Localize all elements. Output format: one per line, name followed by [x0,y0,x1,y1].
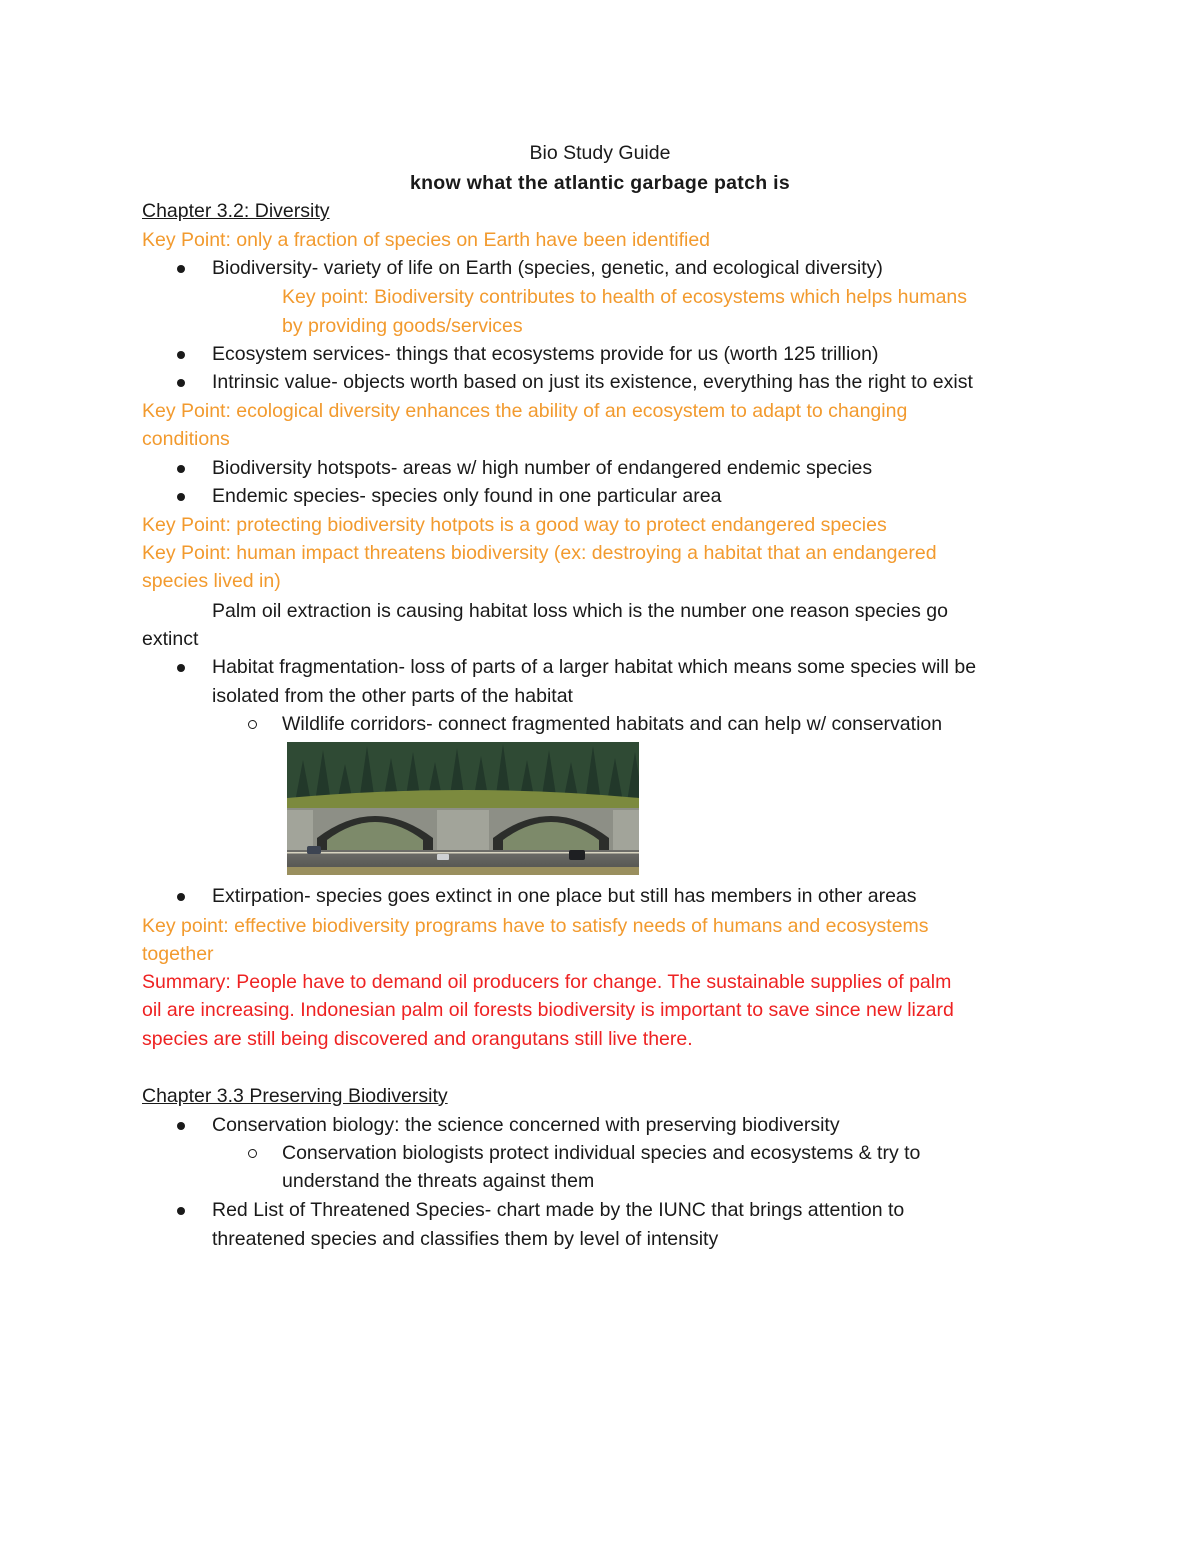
key-point: Key Point: human impact threatens biodiversity (ex: destroying a habitat that an endangered [142,542,937,564]
key-point: by providing goods/services [282,315,523,337]
list-item: Intrinsic value- objects worth based on just its existence, everything has the right to exist [212,371,973,393]
list-item: Conservation biology: the science concerned with preserving biodiversity [212,1114,840,1136]
sub-list-item: Conservation biologists protect individual species and ecosystems & try to [282,1142,921,1164]
bullet-icon [177,893,185,901]
bullet-icon [177,1122,185,1130]
key-point: Key point: effective biodiversity programs have to satisfy needs of humans and ecosystems [142,915,929,937]
key-point: species lived in) [142,570,281,592]
list-item: Habitat fragmentation- loss of parts of a larger habitat which means some species will be [212,656,977,678]
chapter-heading: Chapter 3.2: Diversity [142,200,330,222]
list-item: Endemic species- species only found in one particular area [212,485,722,507]
key-point: Key point: Biodiversity contributes to health of ecosystems which helps humans [282,286,968,308]
chapter-heading: Chapter 3.3 Preserving Biodiversity [142,1085,448,1107]
list-item: isolated from the other parts of the habitat [212,685,573,707]
doc-subtitle: know what the atlantic garbage patch is [409,172,791,194]
sub-list-item: Wildlife corridors- connect fragmented habitats and can help w/ conservation [282,713,943,735]
sub-list-item: understand the threats against them [282,1170,595,1192]
summary-text: oil are increasing. Indonesian palm oil forests biodiversity is important to save since new lizard [142,999,954,1021]
bullet-icon [177,265,185,273]
key-point: Key Point: ecological diversity enhances the ability of an ecosystem to adapt to changing [142,400,908,422]
list-item: threatened species and classifies them by level of intensity [212,1228,719,1250]
list-item: Ecosystem services- things that ecosystems provide for us (worth 125 trillion) [212,343,879,365]
bullet-icon [177,379,185,387]
key-point: Key Point: protecting biodiversity hotpots is a good way to protect endangered species [142,514,887,536]
paragraph: extinct [142,628,199,650]
key-point: together [142,943,214,965]
bullet-icon [177,493,185,501]
bullet-icon [177,465,185,473]
hollow-bullet-icon [248,720,257,729]
doc-title: Bio Study Guide [529,142,671,164]
paragraph: Palm oil extraction is causing habitat loss which is the number one reason species go [212,600,948,622]
list-item: Extirpation- species goes extinct in one place but still has members in other areas [212,885,917,907]
key-point: Key Point: only a fraction of species on Earth have been identified [142,229,711,251]
hollow-bullet-icon [248,1149,257,1158]
summary-text: species are still being discovered and orangutans still live there. [142,1028,693,1050]
wildlife-overpass-photo [287,742,639,875]
summary-text: Summary: People have to demand oil producers for change. The sustainable supplies of palm [142,971,952,993]
bullet-icon [177,1207,185,1215]
bullet-icon [177,351,185,359]
list-item: Red List of Threatened Species- chart made by the IUNC that brings attention to [212,1199,905,1221]
list-item: Biodiversity hotspots- areas w/ high number of endangered endemic species [212,457,873,479]
bullet-icon [177,664,185,672]
key-point: conditions [142,428,230,450]
list-item: Biodiversity- variety of life on Earth (species, genetic, and ecological diversity) [212,257,883,279]
